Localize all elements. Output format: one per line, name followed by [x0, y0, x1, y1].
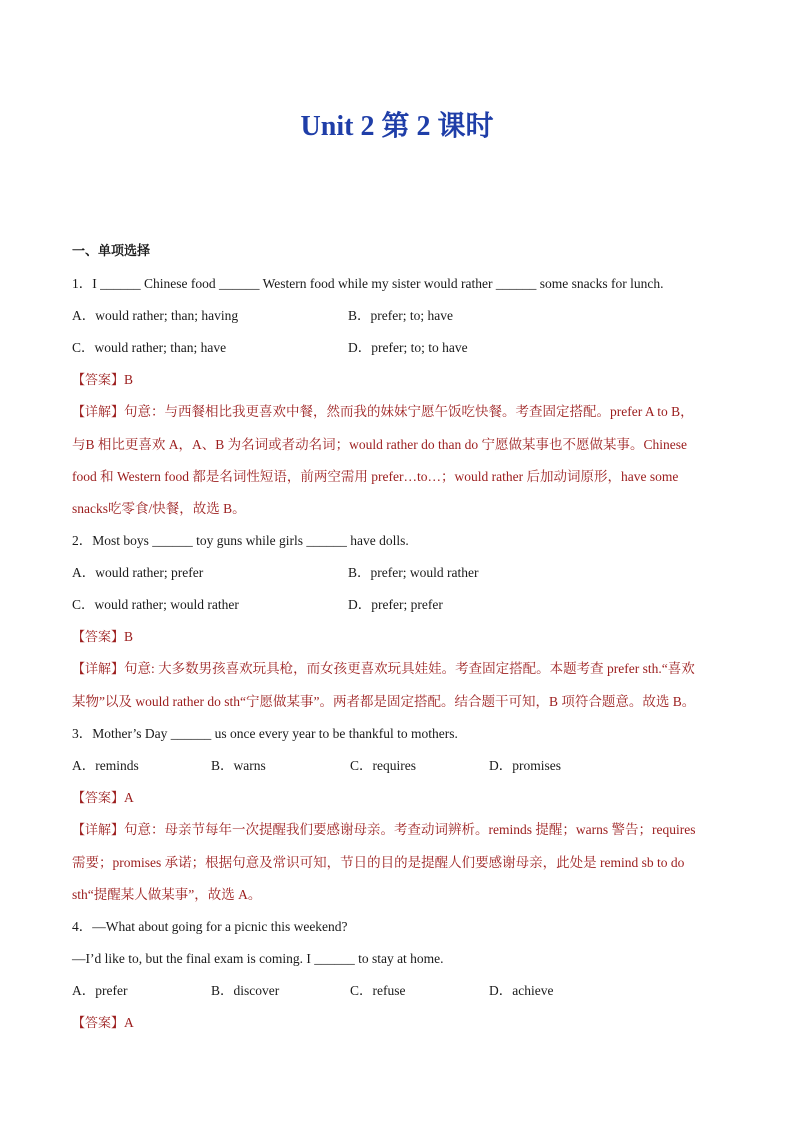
answer-value: B — [124, 372, 134, 387]
explanation-line: 某物”以及 would rather do sth“宁愿做某事”。两者都是固定搭配。结合题干可知，B 项符合题意。故选 B。 — [72, 694, 696, 709]
answer-value: A — [124, 1015, 134, 1030]
options-row — [72, 557, 722, 589]
option-b: B．warns — [211, 758, 266, 773]
option-d: D．promises — [489, 758, 561, 773]
option-d: D．achieve — [489, 983, 554, 998]
answer-line — [72, 782, 722, 814]
option-a: A．prefer — [72, 983, 128, 998]
question-1 — [72, 268, 722, 525]
options-row — [72, 750, 722, 782]
explanation — [72, 814, 722, 911]
answer-tag: 【答案】 — [72, 791, 125, 806]
options-row — [72, 300, 722, 332]
option-c: C．would rather; than; have — [72, 340, 227, 355]
options-row — [72, 332, 722, 364]
question-stem: —I’d like to, but the final exam is coming. I ______ to stay at home. — [72, 951, 444, 966]
option-a: A．would rather; prefer — [72, 565, 204, 580]
detail-tag: 【详解】 — [72, 662, 125, 677]
option-b: B．prefer; to; have — [348, 308, 453, 323]
answer-line — [72, 1007, 722, 1039]
option-d: D．prefer; prefer — [348, 597, 443, 612]
question-4 — [72, 911, 722, 1039]
explanation-line: 【详解】句意: 大多数男孩喜欢玩具枪，而女孩更喜欢玩具娃娃。考查固定搭配。本题考查 prefer sth.“喜欢 — [72, 661, 695, 677]
question-3 — [72, 718, 722, 911]
option-c: C．requires — [350, 758, 416, 773]
explanation-line: food 和 Western food 都是名词性短语，前两空需用 prefer…to…；would rather 后加动词原形，have some — [72, 469, 679, 484]
question-stem: 1．I ______ Chinese food ______ Western food while my sister would rather ______ some snacks for lunch. — [72, 276, 664, 291]
answer-value: B — [124, 629, 134, 644]
options-row — [72, 975, 722, 1007]
question-2 — [72, 525, 722, 718]
section-heading: 一、单项选择 — [72, 244, 151, 259]
detail-tag: 【详解】 — [72, 405, 125, 420]
option-b: B．discover — [211, 983, 280, 998]
option-a: A．reminds — [72, 758, 139, 773]
explanation-line: 【详解】句意：母亲节每年一次提醒我们要感谢母亲。考查动词辨析。reminds 提醒；warns 警告；requires — [72, 822, 696, 838]
answer-tag: 【答案】 — [72, 630, 125, 645]
option-c: C．would rather; would rather — [72, 597, 239, 612]
question-stem: 2．Most boys ______ toy guns while girls ______ have dolls. — [72, 533, 409, 548]
explanation — [72, 653, 722, 718]
answer-value: A — [124, 790, 134, 805]
answer-tag: 【答案】 — [72, 1016, 125, 1031]
explanation-line: 需要；promises 承诺；根据句意及常识可知，节日的目的是提醒人们要感谢母亲，此处是 remind sb to do — [72, 855, 685, 870]
answer-tag: 【答案】 — [72, 373, 125, 388]
page-title: Unit 2 第 2 课时 — [300, 111, 494, 142]
options-row — [72, 589, 722, 621]
answer-line — [72, 621, 722, 653]
explanation — [72, 396, 722, 525]
explanation-line: snacks吃零食/快餐，故选 B。 — [72, 501, 246, 516]
answer-line — [72, 364, 722, 396]
explanation-line: sth“提醒某人做某事”，故选 A。 — [72, 887, 262, 902]
option-b: B．prefer; would rather — [348, 565, 479, 580]
question-stem: 4．—What about going for a picnic this weekend? — [72, 919, 348, 934]
option-c: C．refuse — [350, 983, 406, 998]
option-a: A．would rather; than; having — [72, 308, 239, 323]
option-d: D．prefer; to; to have — [348, 340, 468, 355]
question-stem: 3．Mother’s Day ______ us once every year to be thankful to mothers. — [72, 726, 458, 741]
detail-tag: 【详解】 — [72, 823, 125, 838]
explanation-line: 【详解】句意：与西餐相比我更喜欢中餐，然而我的妹妹宁愿午饭吃快餐。考查固定搭配。prefer A to B， — [72, 404, 694, 420]
document-content — [72, 236, 722, 1039]
explanation-line: 与B 相比更喜欢 A，A、B 为名词或者动名词；would rather do than do 宁愿做某事也不愿做某事。Chinese — [72, 437, 687, 452]
